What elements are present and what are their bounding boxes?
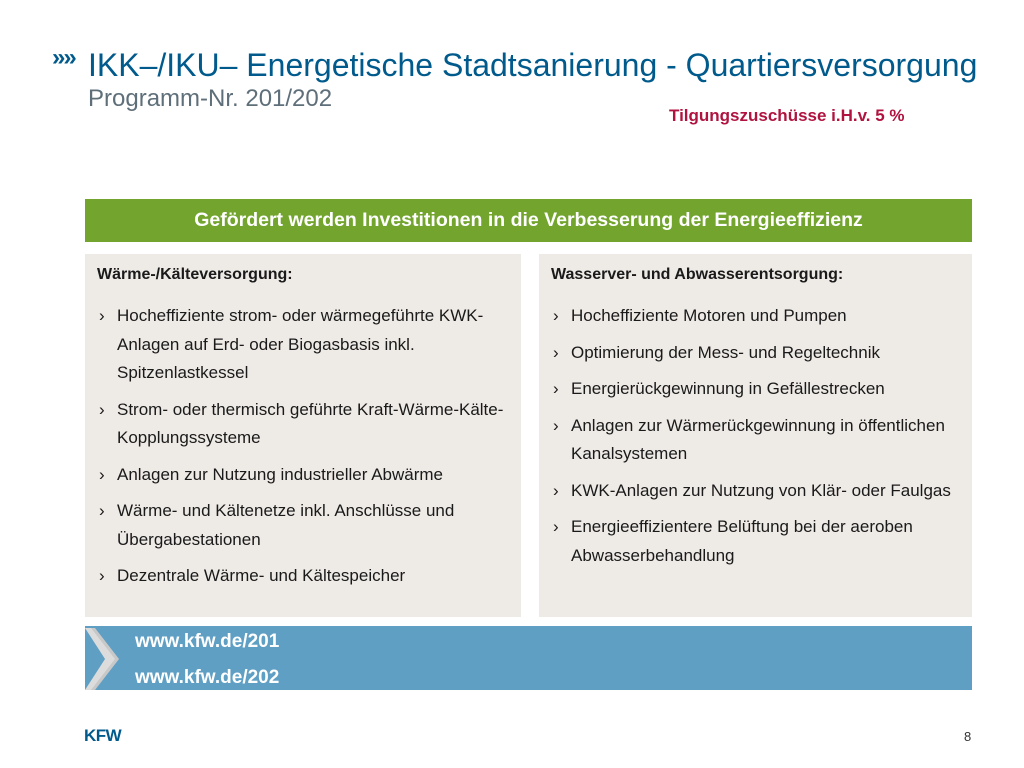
water-wastewater-list xyxy=(551,302,962,570)
funding-banner xyxy=(85,199,972,242)
bullet-icon: › xyxy=(553,379,559,398)
list-item-text: Strom- oder thermisch geführte Kraft-Wärme-Kälte-Kopplungssysteme xyxy=(117,399,504,447)
list-item xyxy=(551,513,962,570)
bullet-icon: › xyxy=(553,517,559,536)
list-item xyxy=(97,396,511,453)
list-item xyxy=(97,497,511,554)
list-item-text: Dezentrale Wärme- und Kältespeicher xyxy=(117,566,406,585)
bullet-icon: › xyxy=(99,399,105,419)
list-item xyxy=(551,339,962,368)
funding-banner-text: Gefördert werden Investitionen in die Verbesserung der Energieeffizienz xyxy=(194,209,863,231)
list-item xyxy=(97,461,511,490)
list-item-text: KWK-Anlagen zur Nutzung von Klär- oder Faulgas xyxy=(571,480,951,500)
heating-cooling-list xyxy=(97,302,511,591)
list-item-text: Hocheffiziente Motoren und Pumpen xyxy=(571,306,847,325)
link-bar xyxy=(85,626,972,690)
list-item-text: Hocheffiziente strom- oder wärmegeführte KWK-Anlagen auf Erd- oder Biogasbasis inkl. Spitzenlastkessel xyxy=(117,306,484,382)
heating-cooling-heading: Wärme-/Kälteversorgung: xyxy=(97,266,293,283)
list-item xyxy=(551,477,962,506)
list-item xyxy=(97,302,511,388)
list-item-text: Optimierung der Mess- und Regeltechnik xyxy=(571,342,880,362)
chevron-icon: »» xyxy=(52,44,75,71)
list-item xyxy=(551,412,962,469)
list-item-text: Energieeffizientere Belüftung bei der aeroben Abwasserbehandlung xyxy=(571,517,913,565)
page-subtitle: Programm-Nr. 201/202 xyxy=(88,85,333,112)
bullet-icon: › xyxy=(553,480,559,500)
link-kfw-201[interactable]: www.kfw.de/201 xyxy=(135,631,280,652)
page-title: IKK–/IKU– Energetische Stadtsanierung - Quartiersversorgung xyxy=(88,47,978,83)
arrow-icon xyxy=(85,628,121,690)
kfw-logo: KFW xyxy=(84,726,122,745)
list-item xyxy=(97,562,511,591)
list-item-text: Anlagen zur Wärmerückgewinnung in öffentlichen Kanalsystemen xyxy=(571,415,945,463)
page-number: 8 xyxy=(964,729,972,744)
heating-cooling-panel xyxy=(85,254,521,617)
list-item-text: Anlagen zur Nutzung industrieller Abwärme xyxy=(117,464,444,484)
water-wastewater-heading: Wasserver- und Abwasserentsorgung: xyxy=(551,266,844,283)
link-kfw-202[interactable]: www.kfw.de/202 xyxy=(135,667,280,688)
list-item xyxy=(551,375,962,404)
bullet-icon: › xyxy=(99,566,105,585)
bullet-icon: › xyxy=(99,306,105,325)
water-wastewater-panel xyxy=(539,254,972,617)
bullet-icon: › xyxy=(99,464,105,484)
subsidy-note: Tilgungszuschüsse i.H.v. 5 % xyxy=(669,106,905,125)
bullet-icon: › xyxy=(553,342,559,362)
list-item-text: Wärme- und Kältenetze inkl. Anschlüsse und Übergabestationen xyxy=(117,501,455,549)
list-item xyxy=(551,302,962,331)
bullet-icon: › xyxy=(553,306,559,325)
bullet-icon: › xyxy=(99,501,105,520)
list-item-text: Energierückgewinnung in Gefällestrecken xyxy=(571,379,885,398)
bullet-icon: › xyxy=(553,415,559,435)
